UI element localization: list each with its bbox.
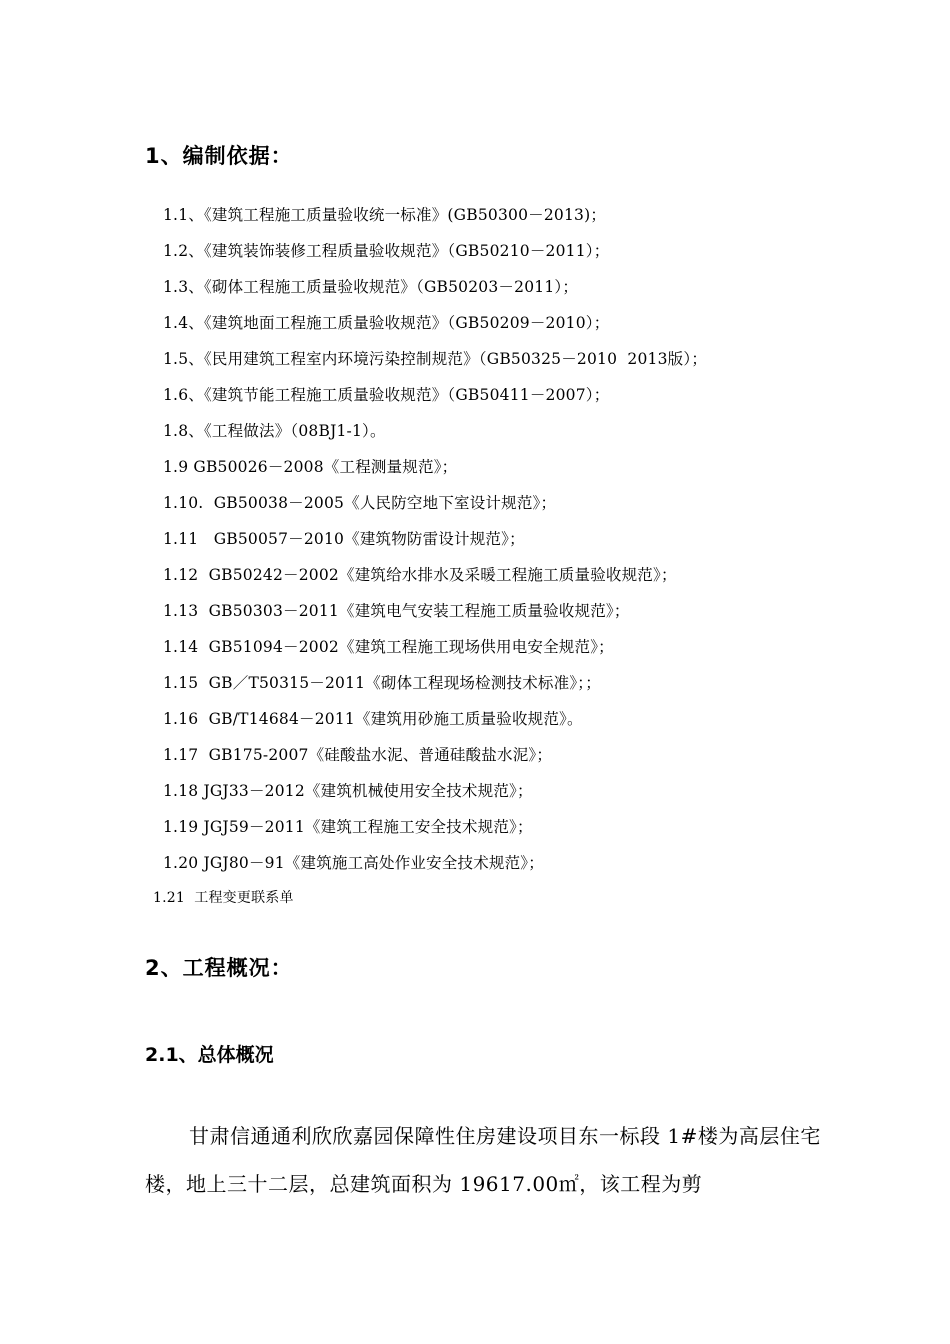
reference-item: 1.8、《工程做法》（08BJ1-1）。 (163, 422, 386, 440)
reference-item: 1.11 GB50057－2010《建筑物防雷设计规范》； (163, 530, 525, 548)
reference-item: 1.4、《建筑地面工程施工质量验收规范》（GB50209－2010）； (163, 314, 610, 332)
section-1-heading: 1、编制依据： (145, 144, 293, 168)
reference-item: 1.5、《民用建筑工程室内环境污染控制规范》（GB50325－2010 2013版）； (163, 350, 708, 368)
reference-item: 1.2、《建筑装饰装修工程质量验收规范》（GB50210－2011）； (163, 242, 610, 260)
reference-item: 1.19 JGJ59－2011《建筑工程施工安全技术规范》； (163, 818, 533, 836)
reference-item: 1.14 GB51094－2002《建筑工程施工现场供用电安全规范》； (163, 638, 614, 656)
overview-paragraph: 甘肃信通通利欣欣嘉园保障性住房建设项目东一标段 1#楼为高层住宅楼，地上三十二层，总建筑面积为 19617.00㎡，该工程为剪 (145, 1124, 821, 1196)
reference-item: 1.21 工程变更联系单 (153, 890, 294, 906)
reference-item: 1.15 GB／T50315－2011《砌体工程现场检测技术标准》；； (163, 674, 601, 692)
reference-item: 1.10. GB50038－2005《人民防空地下室设计规范》； (163, 494, 557, 512)
reference-item: 1.6、《建筑节能工程施工质量验收规范》（GB50411－2007）； (163, 386, 610, 404)
reference-item: 1.17 GB175-2007《硅酸盐水泥、普通硅酸盐水泥》； (163, 746, 553, 764)
reference-item: 1.3、《砌体工程施工质量验收规范》（GB50203－2011）； (163, 278, 579, 296)
reference-item: 1.12 GB50242－2002《建筑给水排水及采暖工程施工质量验收规范》； (163, 566, 677, 584)
reference-item: 1.16 GB/T14684－2011《建筑用砂施工质量验收规范》。 (163, 710, 583, 728)
subsection-2-1-heading: 2.1、总体概况 (145, 1044, 274, 1066)
reference-item: 1.13 GB50303－2011《建筑电气安装工程施工质量验收规范》； (163, 602, 630, 620)
section-2-heading: 2、工程概况： (145, 956, 293, 980)
reference-item: 1.9 GB50026－2008《工程测量规范》； (163, 458, 458, 476)
reference-item: 1.1、《建筑工程施工质量验收统一标准》(GB50300－2013)； (163, 206, 607, 224)
reference-item: 1.18 JGJ33－2012《建筑机械使用安全技术规范》； (163, 782, 533, 800)
reference-item: 1.20 JGJ80－91《建筑施工高处作业安全技术规范》； (163, 854, 544, 872)
